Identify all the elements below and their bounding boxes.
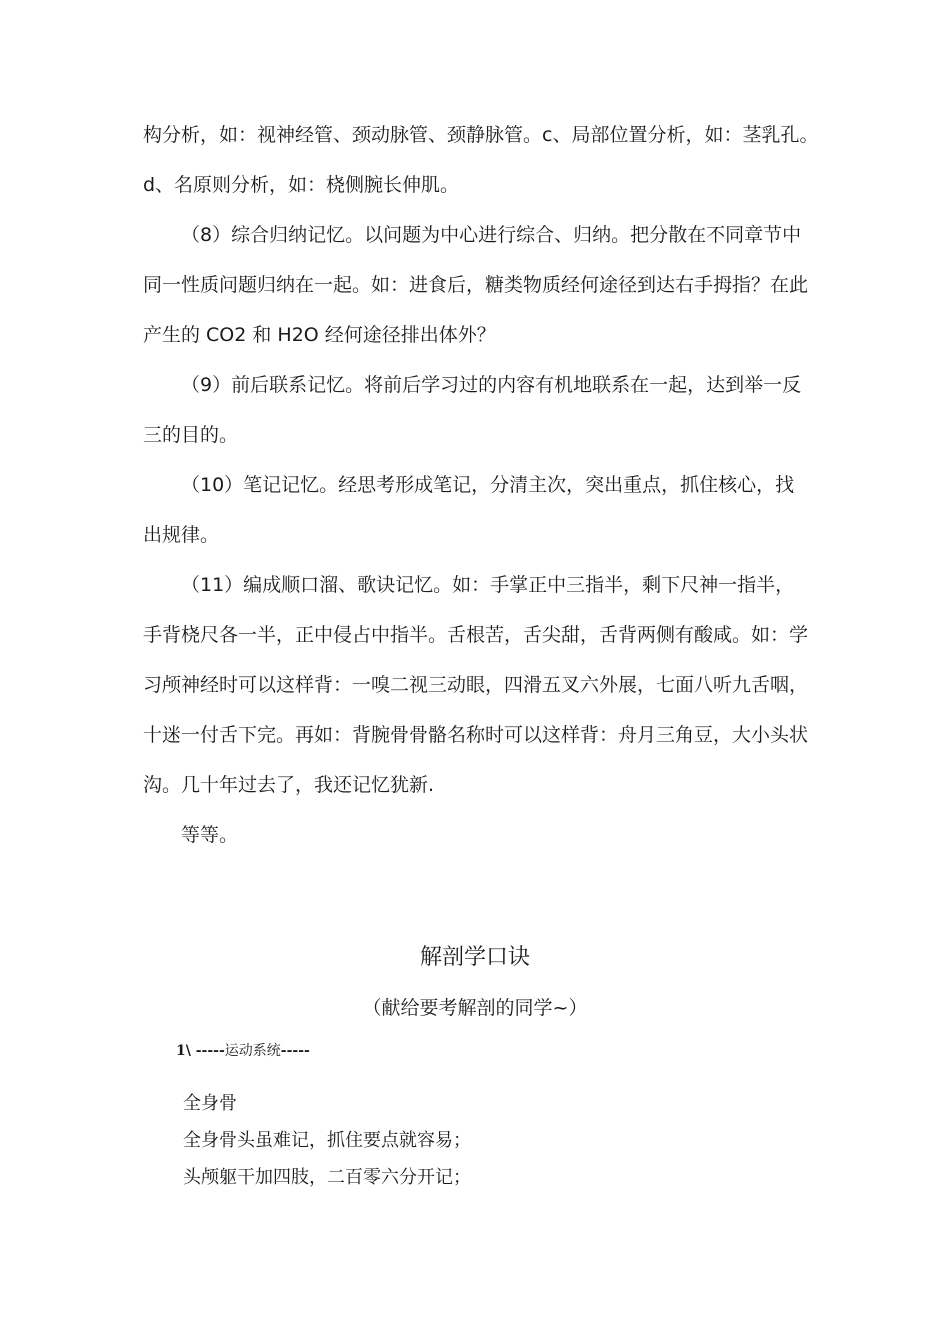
paragraph-line: （9）前后联系记忆。将前后学习过的内容有机地联系在一起，达到举一反 xyxy=(181,374,802,396)
paragraph-line: 手背桡尺各一半，正中侵占中指半。舌根苦，舌尖甜，舌背两侧有酸咸。如：学 xyxy=(143,624,809,646)
chapter-heading-number: 1\ ----- xyxy=(176,1043,225,1059)
paragraph-line: （8）综合归纳记忆。以问题为中心进行综合、归纳。把分散在不同章节中 xyxy=(181,224,802,246)
verse-title: 全身骨 xyxy=(183,1093,237,1114)
paragraph-line: 同一性质问题归纳在一起。如：进食后，糖类物质经何途径到达右手拇指？在此 xyxy=(143,274,809,296)
paragraph-line: （10）笔记记忆。经思考形成笔记，分清主次，突出重点，抓住核心，找 xyxy=(181,474,795,496)
paragraph-line: 习颅神经时可以这样背：一嗅二视三动眼，四滑五叉六外展，七面八听九舌咽， xyxy=(143,674,809,696)
paragraph-line: 出规律。 xyxy=(143,524,220,546)
section-title: 解剖学口诀 xyxy=(419,945,530,970)
chapter-heading xyxy=(176,1041,310,1061)
verse-line: 全身骨头虽难记，抓住要点就容易； xyxy=(183,1130,471,1151)
verse-line: 头颅躯干加四肢，二百零六分开记； xyxy=(183,1167,471,1188)
paragraph-line: （11）编成顺口溜、歌诀记忆。如：手掌正中三指半，剩下尺神一指半， xyxy=(181,574,795,596)
paragraph-line: 十迷一付舌下完。再如：背腕骨骨骼名称时可以这样背：舟月三角豆，大小头状 xyxy=(143,724,809,746)
paragraph-line: 构分析，如：视神经管、颈动脉管、颈静脉管。c、局部位置分析，如：茎乳孔。 xyxy=(143,124,819,146)
paragraph-line: d、名原则分析，如：桡侧腕长伸肌。 xyxy=(143,174,460,196)
chapter-heading-text: 运动系统 xyxy=(224,1043,281,1059)
paragraph-line: 产生的 CO2 和 H2O 经何途径排出体外？ xyxy=(143,324,496,346)
paragraph-line: 等等。 xyxy=(181,824,239,846)
paragraph-line: 三的目的。 xyxy=(143,424,239,446)
paragraph-line: 沟。几十年过去了，我还记忆犹新. xyxy=(143,774,435,796)
chapter-heading-tail: ----- xyxy=(280,1043,310,1059)
section-subtitle: （献给要考解剖的同学~） xyxy=(362,997,588,1019)
